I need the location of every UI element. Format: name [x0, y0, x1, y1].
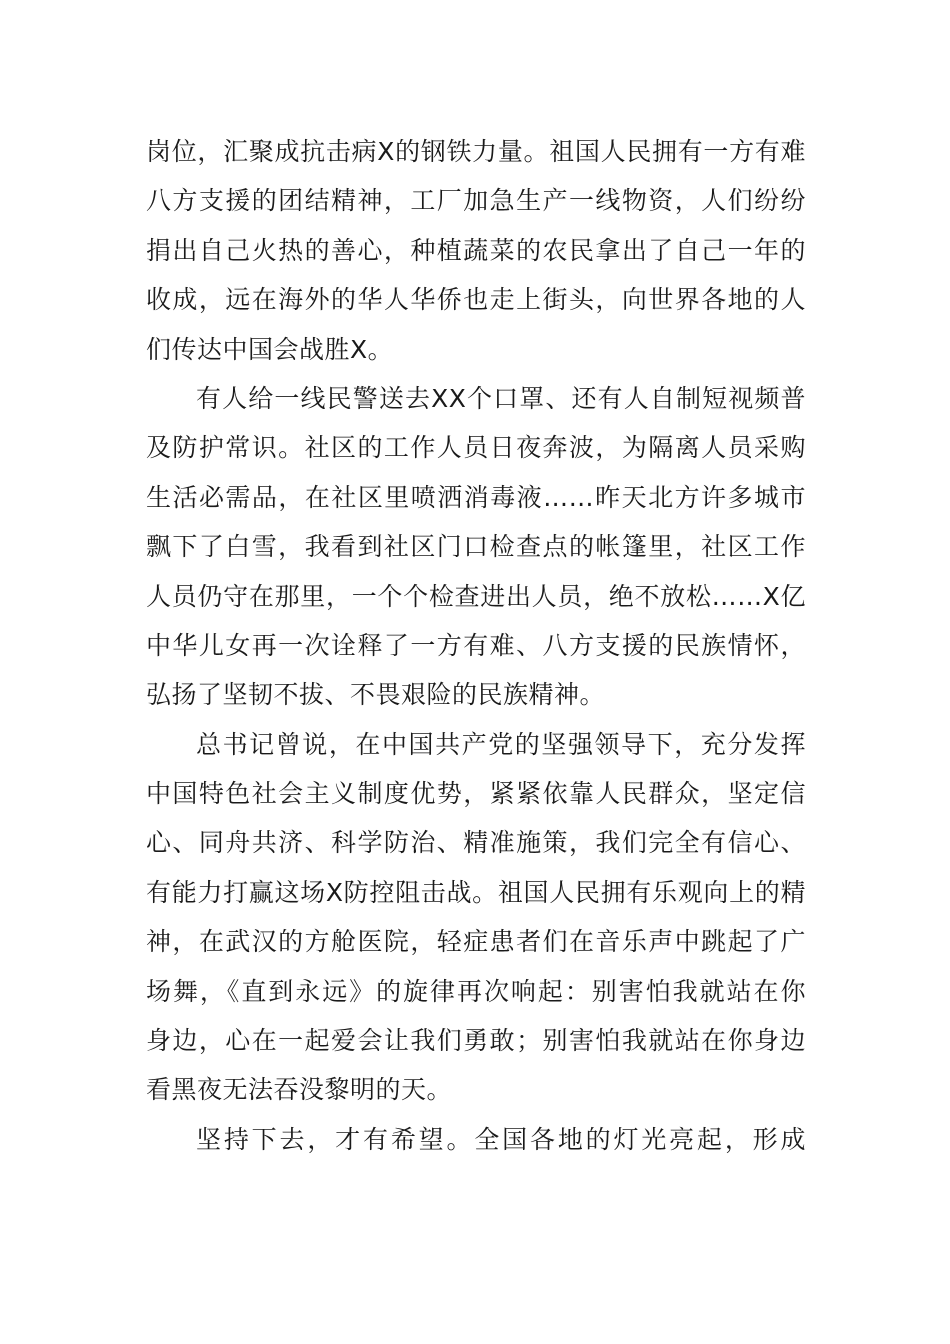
text-line: 中华儿女再一次诠释了一方有难、八方支援的民族情怀，	[146, 630, 806, 660]
text-line: 岗位，汇聚成抗击病X的钢铁力量。祖国人民拥有一方有难	[146, 137, 806, 166]
text-line: 身边，心在一起爱会让我们勇敢；别害怕我就站在你身边	[146, 1026, 806, 1056]
document-page	[146, 127, 806, 1164]
text-line: 中国特色社会主义制度优势，紧紧依靠人民群众，坚定信	[146, 779, 806, 809]
paragraph	[146, 720, 806, 1115]
paragraph	[146, 374, 806, 720]
text-line: 弘扬了坚韧不拔、不畏艰险的民族精神。	[146, 680, 606, 710]
text-line: 收成，远在海外的华人华侨也走上街头，向世界各地的人	[146, 285, 806, 315]
text-line: 心、同舟共济、科学防治、精准施策，我们完全有信心、	[146, 828, 806, 858]
text-line: 八方支援的团结精神，工厂加急生产一线物资，人们纷纷	[146, 186, 806, 216]
text-line: 看黑夜无法吞没黎明的天。	[146, 1075, 453, 1105]
text-line: 坚持下去，才有希望。全国各地的灯光亮起，形成	[196, 1124, 806, 1154]
text-line: 总书记曾说，在中国共产党的坚强领导下，充分发挥	[196, 729, 806, 759]
text-line: 及防护常识。社区的工作人员日夜奔波，为隔离人员采购	[146, 433, 806, 463]
text-line: 捐出自己火热的善心，种植蔬菜的农民拿出了自己一年的	[146, 235, 806, 265]
text-line: 场舞，《直到永远》的旋律再次响起：别害怕我就站在你	[146, 976, 806, 1006]
paragraph	[146, 1115, 806, 1164]
text-line: 有能力打赢这场X防控阻击战。祖国人民拥有乐观向上的精	[146, 877, 806, 907]
text-line: 们传达中国会战胜X。	[146, 334, 394, 364]
document-body-text	[146, 127, 806, 1164]
text-line: 生活必需品，在社区里喷洒消毒液……昨天北方许多城市	[146, 482, 806, 512]
text-line: 人员仍守在那里，一个个检查进出人员，绝不放松……X亿	[146, 581, 806, 611]
text-line: 神，在武汉的方舱医院，轻症患者们在音乐声中跳起了广	[146, 927, 806, 957]
text-line: 有人给一线民警送去XX个口罩、还有人自制短视频普	[196, 383, 806, 413]
text-line: 飘下了白雪，我看到社区门口检查点的帐篷里，社区工作	[146, 532, 806, 562]
paragraph	[146, 127, 806, 374]
